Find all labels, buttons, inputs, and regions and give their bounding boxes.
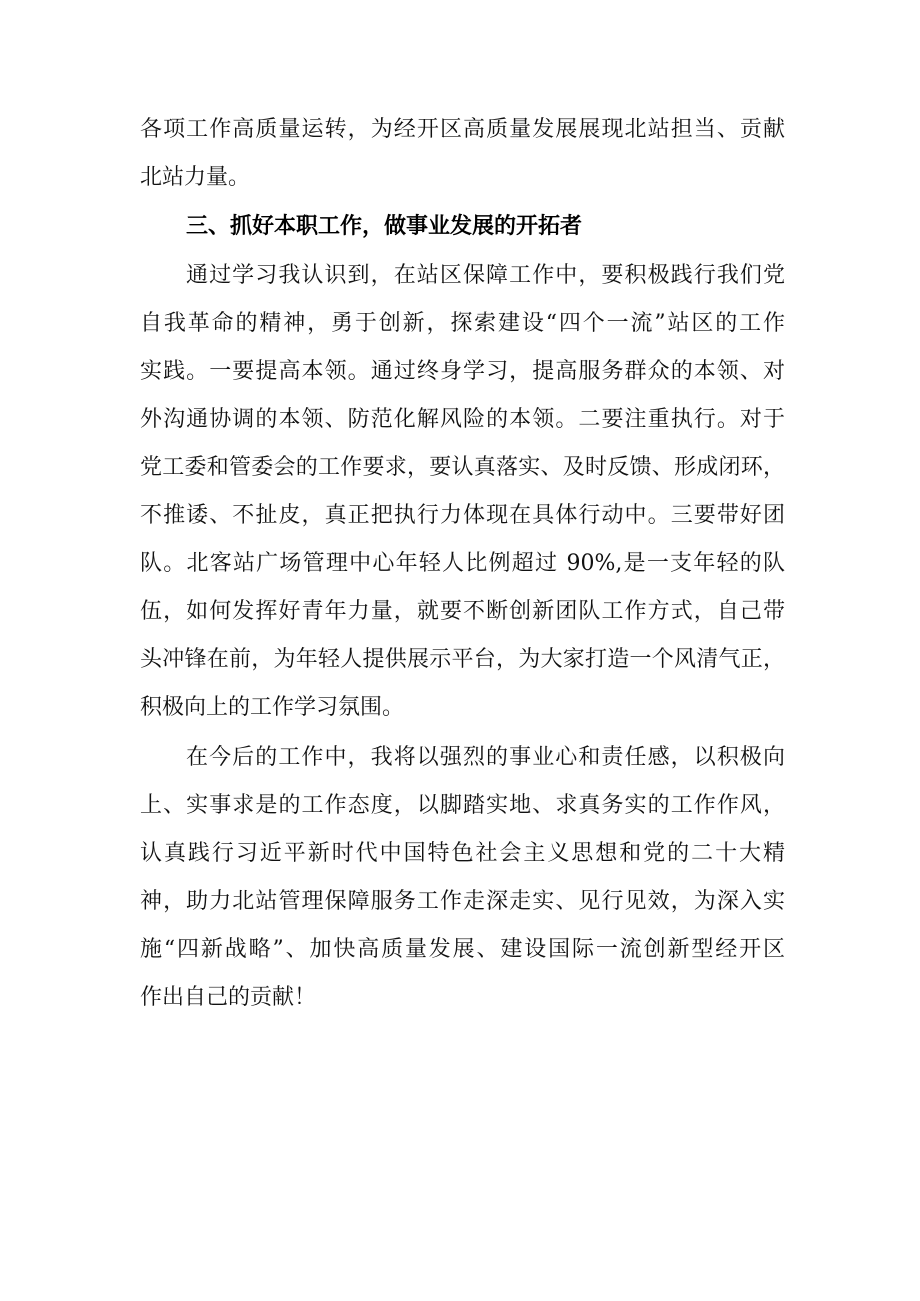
text-line: 上、实事求是的工作态度，以脚踏实地、求真务实的工作作风， [140, 793, 785, 818]
text-line: 作出自己的贡献！ [140, 985, 317, 1010]
text-line: 自我革命的精神，勇于创新，探索建设“四个一流”站区的工作 [140, 311, 785, 336]
text-line: 积极向上的工作学习氛围。 [140, 695, 405, 720]
text-line: 施“四新战略”、加快高质量发展、建设国际一流创新型经开区 [140, 937, 785, 962]
text-line: 通过学习我认识到，在站区保障工作中，要积极践行我们党 [186, 263, 785, 288]
text-line: 在今后的工作中，我将以强烈的事业心和责任感，以积极向 [186, 745, 785, 770]
text-line: 实践。一要提高本领。通过终身学习，提高服务群众的本领、对 [140, 359, 785, 384]
text-line: 神，助力北站管理保障服务工作走深走实、见行见效，为深入实 [140, 889, 785, 914]
section-heading: 三、抓好本职工作，做事业发展的开拓者 [186, 214, 583, 239]
text-line: 各项工作高质量运转，为经开区高质量发展展现北站担当、贡献 [140, 117, 785, 142]
text-line: 不推诿、不扯皮，真正把执行力体现在具体行动中。三要带好团 [140, 503, 785, 528]
text-line: 头冲锋在前，为年轻人提供展示平台，为大家打造一个风清气正， [140, 647, 785, 672]
text-line: 北站力量。 [140, 165, 251, 190]
text-line: 党工委和管委会的工作要求，要认真落实、及时反馈、形成闭环， [140, 455, 785, 480]
text-line: 队。北客站广场管理中心年轻人比例超过 90%,是一支年轻的队 [140, 551, 785, 576]
text-line: 外沟通协调的本领、防范化解风险的本领。二要注重执行。对于 [140, 407, 785, 432]
text-line: 伍，如何发挥好青年力量，就要不断创新团队工作方式，自己带 [140, 599, 785, 624]
text-line: 认真践行习近平新时代中国特色社会主义思想和党的二十大精 [140, 841, 785, 866]
